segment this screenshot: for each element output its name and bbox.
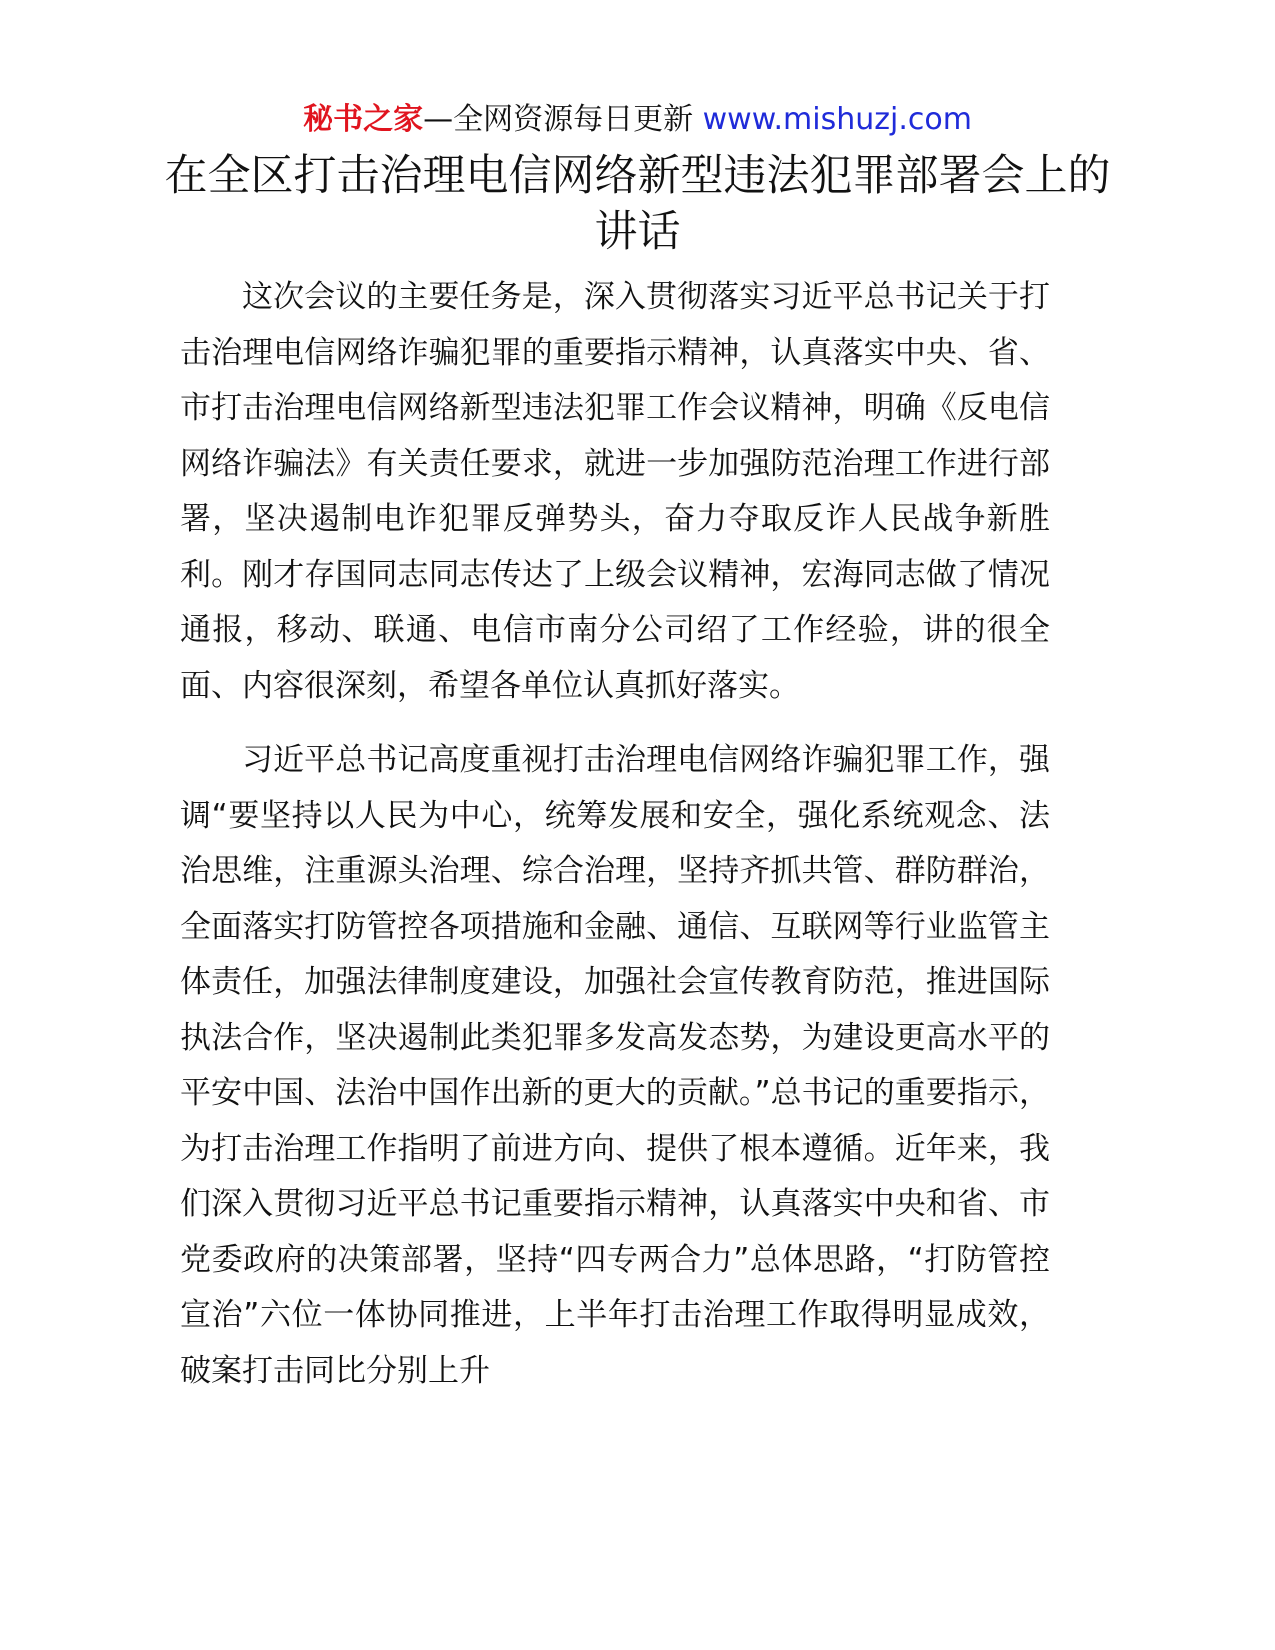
document-body bbox=[180, 270, 1050, 1399]
document-title: 在全区打击治理电信网络新型违法犯罪部署会上的讲话 bbox=[164, 151, 1111, 257]
site-url[interactable]: www.mishuzj.com bbox=[702, 102, 972, 137]
brand-name: 秘书之家 bbox=[303, 102, 424, 137]
site-header bbox=[0, 100, 1275, 140]
header-slogan: —全网资源每日更新 bbox=[423, 102, 703, 137]
body-paragraph: 这次会议的主要任务是，深入贯彻落实习近平总书记关于打击治理电信网络诈骗犯罪的重要指示精神，认真落实中央、省、市打击治理电信网络新型违法犯罪工作会议精神，明确《反电信网络诈骗法》有关责任要求，就进一步加强防范治理工作进行部署，坚决遏制电诈犯罪反弹势头，奋力夺取反诈人民战争新胜利。刚才存国同志同志传达了上级会议精神，宏海同志做了情况通报，移动、联通、电信市南分公司绍了工作经验，讲的很全面、内容很深刻，希望各单位认真抓好落实。 bbox=[180, 279, 1050, 704]
body-paragraph: 习近平总书记高度重视打击治理电信网络诈骗犯罪工作，强调“要坚持以人民为中心，统筹发展和安全，强化系统观念、法治思维，注重源头治理、综合治理，坚持齐抓共管、群防群治，全面落实打防管控各项措施和金融、通信、互联网等行业监管主体责任，加强法律制度建设，加强社会宣传教育防范，推进国际执法合作，坚决遏制此类犯罪多发高发态势，为建设更高水平的平安中国、法治中国作出新的更大的贡献。”总书记的重要指示，为打击治理工作指明了前进方向、提供了根本遵循。近年来，我们深入贯彻习近平总书记重要指示精神，认真落实中央和省、市党委政府的决策部署，坚持“四专两合力”总体思路，“打防管控宣治”六位一体协同推进，上半年打击治理工作取得明显成效，破案打击同比分别上升 bbox=[180, 742, 1050, 1389]
